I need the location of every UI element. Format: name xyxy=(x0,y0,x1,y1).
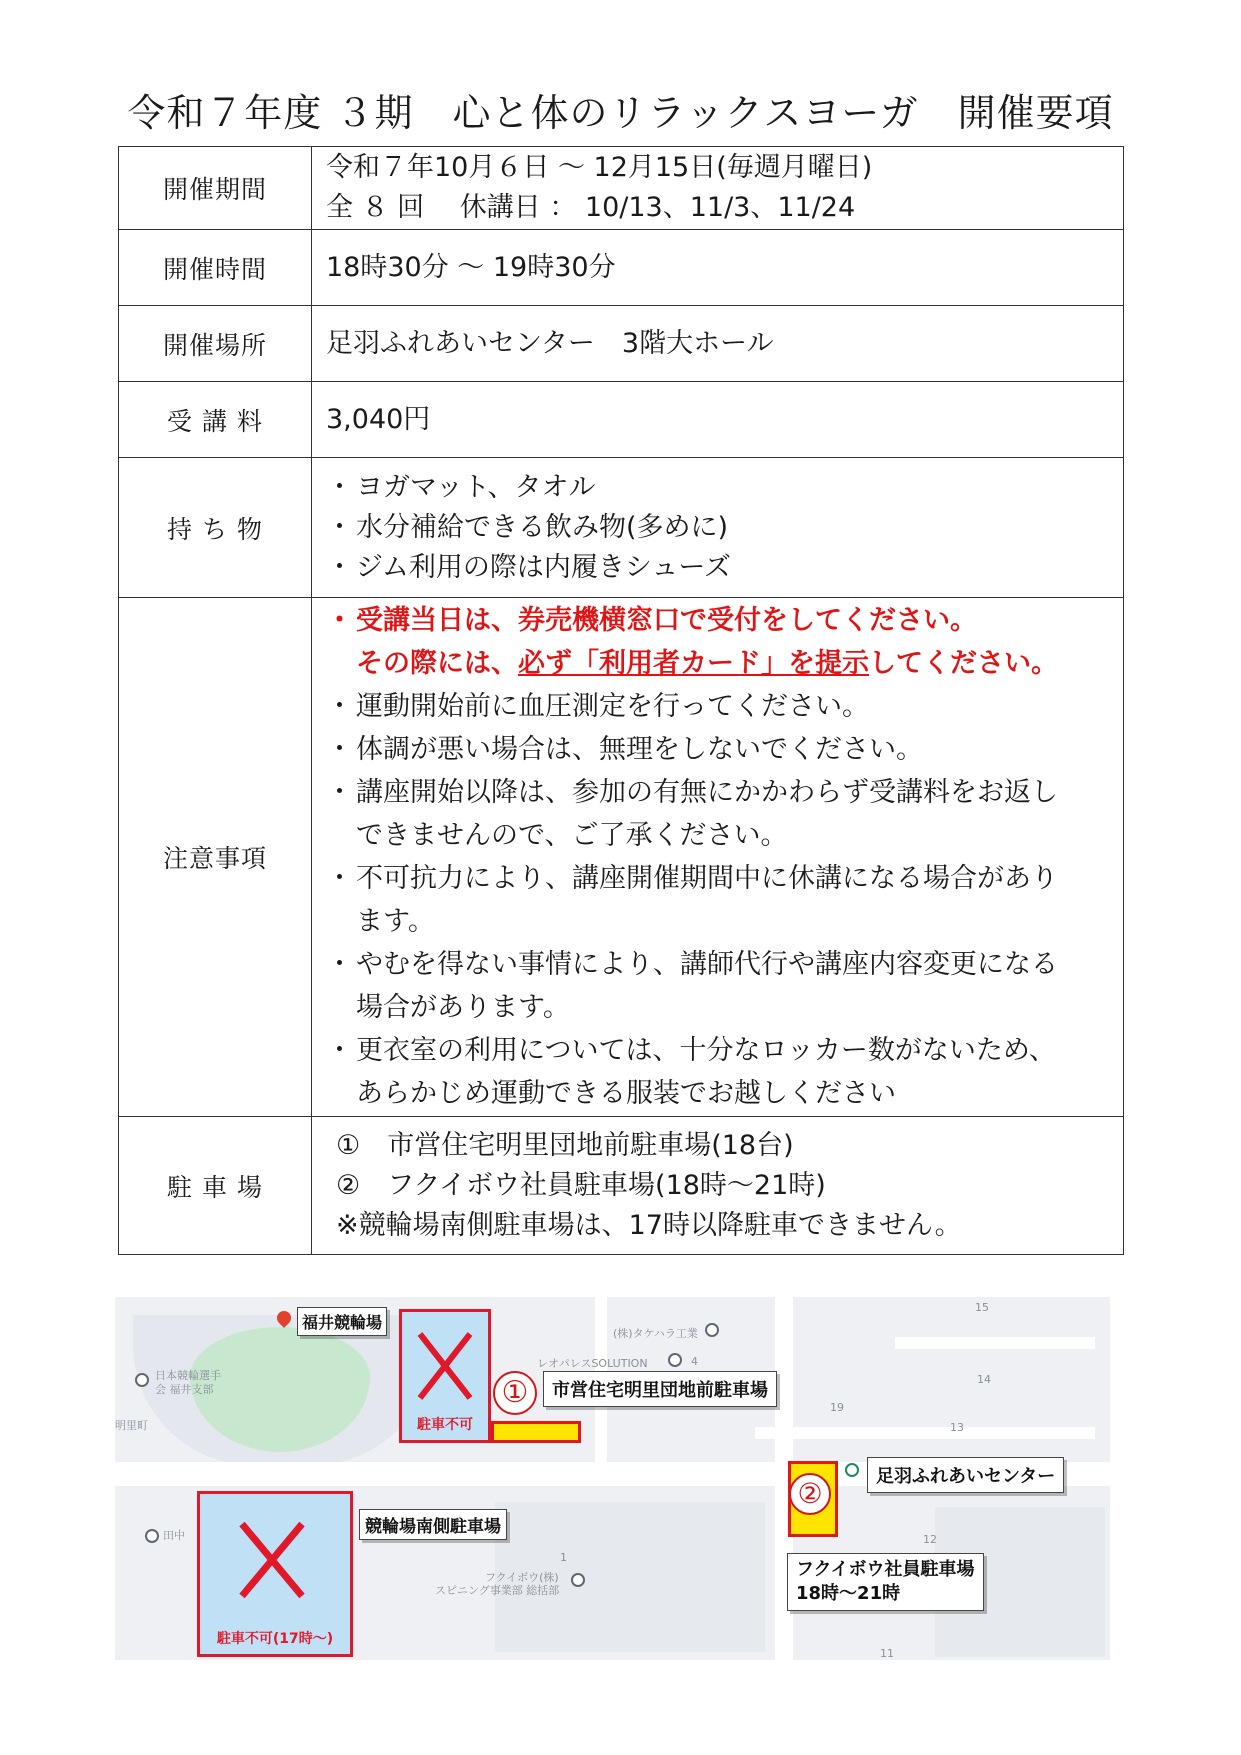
items-item: ・ ジム利用の際は内履きシューズ xyxy=(326,551,732,583)
row-period xyxy=(119,147,1124,230)
info-table xyxy=(118,146,1124,1255)
map-label: 14 xyxy=(977,1373,991,1386)
map-label: フクイボウ(株) xyxy=(485,1571,559,1584)
fee-value: 3,040円 xyxy=(312,382,1124,458)
map-label: 田中 xyxy=(163,1529,185,1542)
parking-line2: ② フクイボウ社員駐車場(18時～21時) xyxy=(336,1169,826,1201)
time-label: 開催時間 xyxy=(119,230,312,306)
row-venue xyxy=(119,306,1124,382)
map-label: 4 xyxy=(691,1355,698,1368)
parking-value xyxy=(312,1117,1124,1255)
row-notes xyxy=(119,598,1124,1117)
cross-icon xyxy=(200,1500,350,1620)
cross-icon xyxy=(402,1326,488,1416)
notes-item: ・ やむを得ない事情により、講師代行や講座内容変更になる xyxy=(326,949,1058,980)
notes-red-line1: ・ 受講当日は、券売機横窓口で受付をしてください。 xyxy=(326,605,977,636)
notes-item-cont: あらかじめ運動できる服装でお越しください xyxy=(356,1078,896,1109)
items-item: ・ 水分補給できる飲み物(多めに) xyxy=(326,511,729,543)
row-fee xyxy=(119,382,1124,458)
row-items xyxy=(119,458,1124,598)
keirin-label: 福井競輪場 xyxy=(297,1307,387,1336)
map-label: スピニング事業部 総括部 xyxy=(435,1584,560,1597)
time-value: 18時30分 ～ 19時30分 xyxy=(312,230,1124,306)
parking-label: 駐 車 場 xyxy=(119,1117,312,1255)
items-label: 持 ち 物 xyxy=(119,458,312,598)
period-line2: 全 ８ 回 休講日 ： 10/13、11/3、11/24 xyxy=(326,192,856,223)
map-label: 明里町 xyxy=(115,1419,148,1432)
lot1-label: 市営住宅明里団地前駐車場 xyxy=(543,1371,777,1407)
map-label: 会 福井支部 xyxy=(155,1383,214,1396)
lot1-number: ① xyxy=(493,1371,537,1415)
notes-value xyxy=(312,598,1124,1117)
items-item: ・ ヨガマット、タオル xyxy=(326,471,596,503)
no-parking-lot-south xyxy=(197,1491,353,1657)
map-label: (株)タケハラ工業 xyxy=(613,1327,698,1340)
notes-item: ・ 体調が悪い場合は、無理をしないでください。 xyxy=(326,734,923,765)
parking-note: ※競輪場南側駐車場は、17時以降駐車できません。 xyxy=(336,1209,962,1241)
notes-item: ・ 講座開始以降は、参加の有無にかかわらず受講料をお返し xyxy=(326,777,1058,808)
no-parking-lot-north xyxy=(399,1309,491,1443)
page-title: 令和７年度 ３期 心と体のリラックスヨーガ 開催要項 xyxy=(127,91,1114,135)
notes-item-cont: ます。 xyxy=(356,906,435,937)
notes-item: ・ 不可抗力により、講座開催期間中に休講になる場合があり xyxy=(326,863,1058,894)
period-value xyxy=(312,147,1124,230)
items-value xyxy=(312,458,1124,598)
fee-label: 受 講 料 xyxy=(119,382,312,458)
map-label: 15 xyxy=(975,1301,989,1314)
map-label: レオパレスSOLUTION xyxy=(537,1357,648,1370)
venue-value: 足羽ふれあいセンター 3階大ホール xyxy=(312,306,1124,382)
notes-item: ・ 運動開始前に血圧測定を行ってください。 xyxy=(326,691,869,722)
access-map xyxy=(115,1297,1110,1660)
period-label: 開催期間 xyxy=(119,147,312,230)
notes-item-cont: できませんので、ご了承ください。 xyxy=(356,820,788,851)
notes-item: ・ 更衣室の利用については、十分なロッカー数がないため、 xyxy=(326,1035,1056,1066)
lot2-number: ② xyxy=(789,1473,831,1515)
map-label: 12 xyxy=(923,1533,937,1546)
notes-item-cont: 場合があります。 xyxy=(356,992,570,1023)
row-parking xyxy=(119,1117,1124,1255)
lot1-area xyxy=(491,1421,581,1443)
map-label: 13 xyxy=(950,1421,964,1434)
parking-line1: ① 市営住宅明里団地前駐車場(18台) xyxy=(336,1129,794,1161)
map-label: 日本競輪選手 xyxy=(155,1369,221,1382)
map-label: 1 xyxy=(560,1551,567,1564)
no-parking-caption: 駐車不可 xyxy=(417,1417,473,1433)
center-label: 足羽ふれあいセンター xyxy=(867,1457,1064,1493)
fukuibo-line1: フクイボウ社員駐車場 xyxy=(796,1559,975,1580)
map-label: 11 xyxy=(880,1647,894,1660)
fukuibo-label xyxy=(787,1553,984,1611)
notes-red-line2: その際には、必ず「利用者カード」を提示してください。 xyxy=(356,648,1058,679)
map-label: 19 xyxy=(830,1401,844,1414)
venue-label: 開催場所 xyxy=(119,306,312,382)
south-lot-label: 競輪場南側駐車場 xyxy=(359,1509,507,1540)
row-time xyxy=(119,230,1124,306)
notes-label: 注意事項 xyxy=(119,598,312,1117)
fukuibo-line2: 18時～21時 xyxy=(796,1583,901,1604)
period-line1: 令和７年10月６日 ～ 12月15日(毎週月曜日) xyxy=(326,152,873,183)
no-parking-caption: 駐車不可(17時～) xyxy=(216,1631,334,1647)
